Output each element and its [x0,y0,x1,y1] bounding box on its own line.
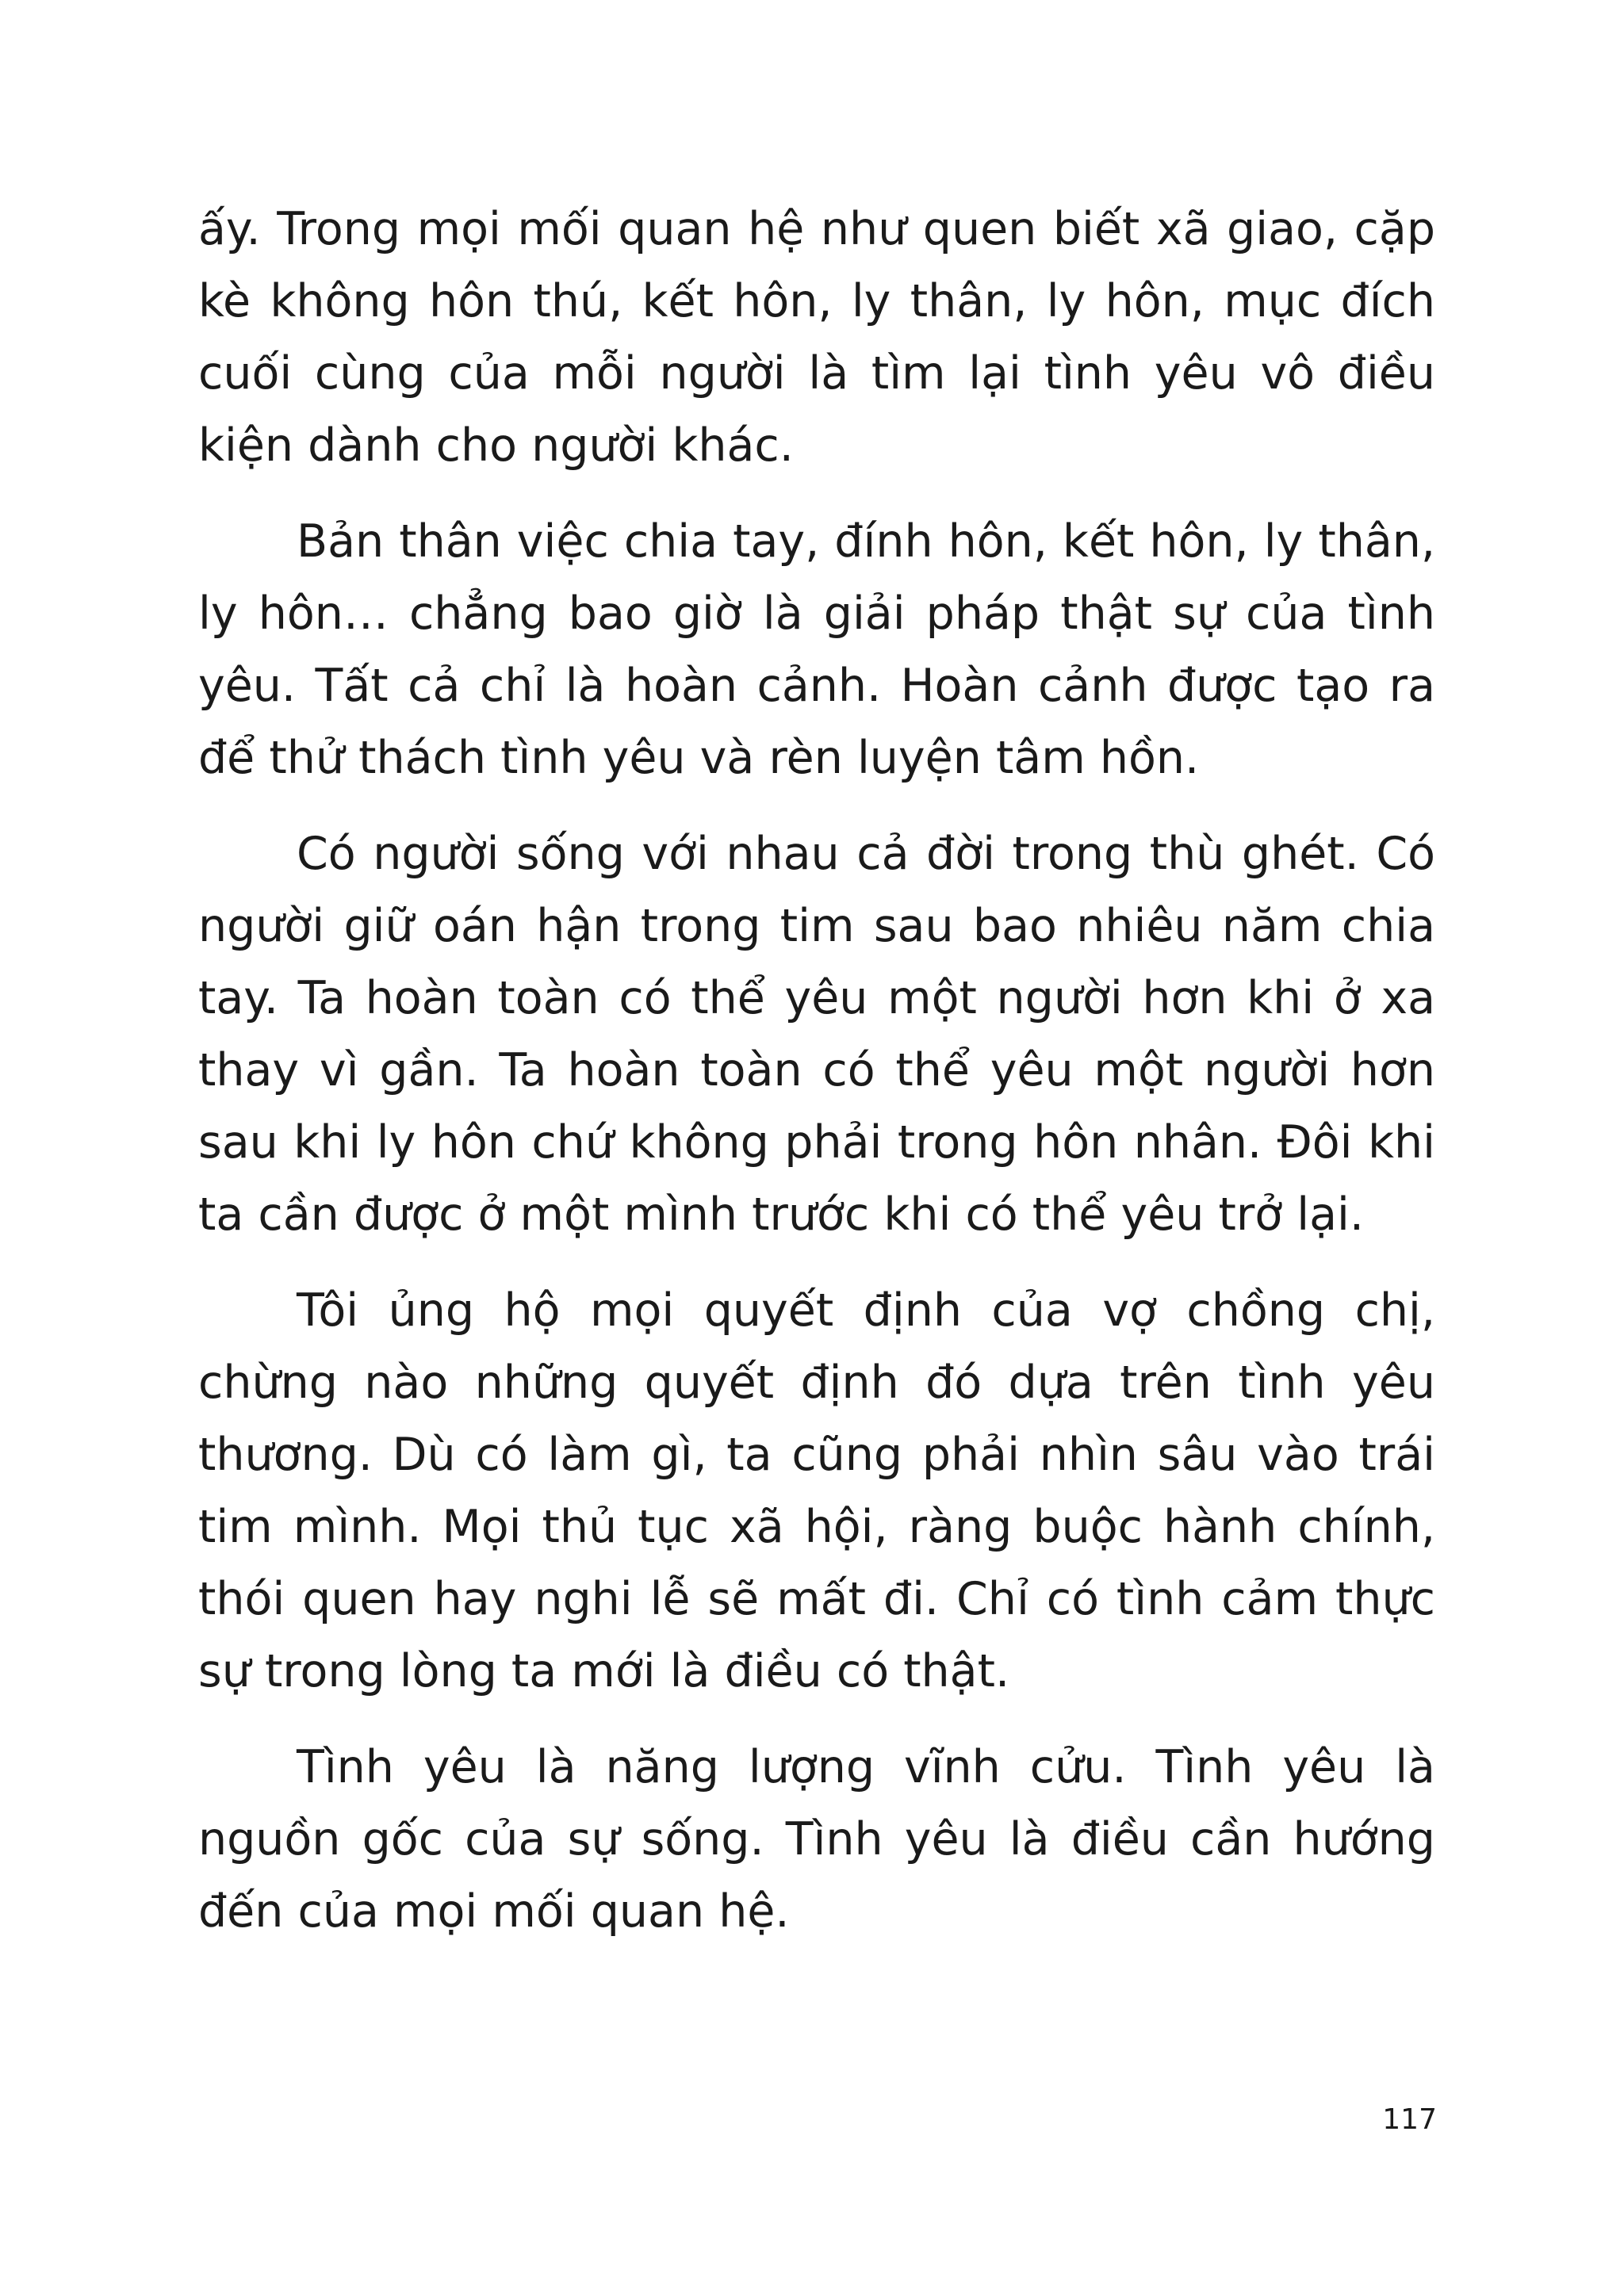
paragraph-1: ấy. Trong mọi mối quan hệ như quen biết xã giao, cặp kè không hôn thú, kết hôn, ly thân, ly hôn, mục đích cuối cùng của mỗi người là tìm lại tình yêu vô điều kiện dành cho người khác. [198,203,1435,472]
paragraph-2: Bản thân việc chia tay, đính hôn, kết hôn, ly thân, ly hôn… chẳng bao giờ là giải pháp thật sự của tình yêu. Tất cả chỉ là hoàn cảnh. Hoàn cảnh được tạo ra để thử thách tình yêu và rèn luyện tâm hồn. [198,515,1435,784]
page-number: 117 [1382,2103,1437,2136]
paragraph-gap [198,1708,1435,1732]
paragraph-3: Có người sống với nhau cả đời trong thù ghét. Có người giữ oán hận trong tim sau bao nhiêu năm chia tay. Ta hoàn toàn có thể yêu một người hơn khi ở xa thay vì gần. Ta hoàn toàn có thể yêu một người hơn sau khi ly hôn chứ không phải trong hôn nhân. Đôi khi ta cần được ở một mình trước khi có thể yêu trở lại. [198,828,1435,1241]
paragraph-gap [198,1251,1435,1275]
paragraph-gap [198,794,1435,818]
paragraph-4: Tôi ủng hộ mọi quyết định của vợ chồng chị, chừng nào những quyết định đó dựa trên tình yêu thương. Dù có làm gì, ta cũng phải nhìn sâu vào trái tim mình. Mọi thủ tục xã hội, ràng buộc hành chính, thói quen hay nghi lễ sẽ mất đi. Chỉ có tình cảm thực sự trong lòng ta mới là điều có thật. [198,1284,1435,1697]
paragraph-5: Tình yêu là năng lượng vĩnh cửu. Tình yêu là nguồn gốc của sự sống. Tình yêu là điều cần hướng đến của mọi mối quan hệ. [198,1741,1435,1938]
paragraph-gap [198,482,1435,506]
body-text [198,193,1435,1948]
